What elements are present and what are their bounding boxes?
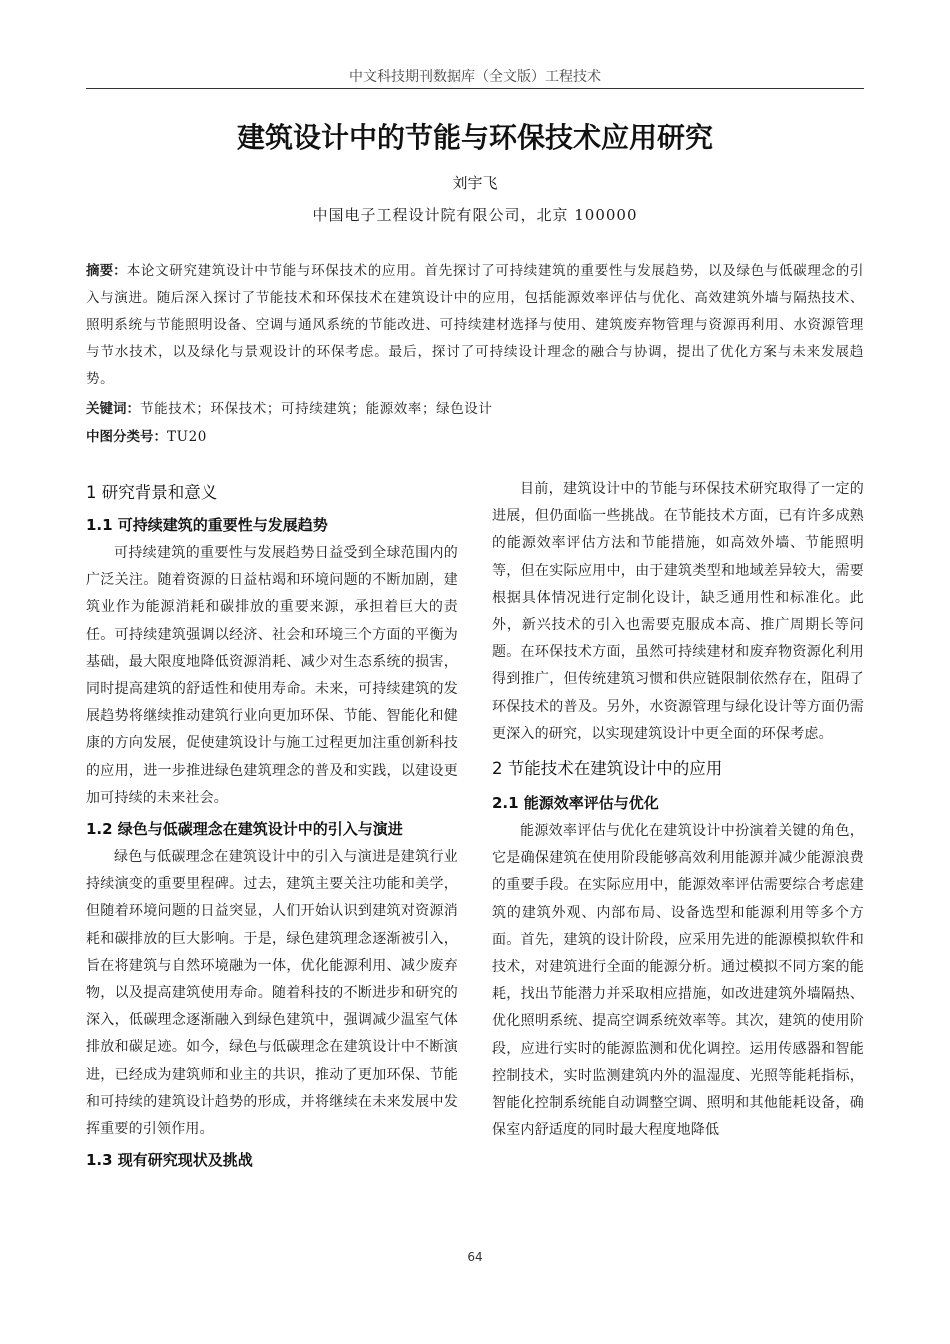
page-number: 64: [467, 1250, 483, 1264]
classification-text: TU20: [167, 429, 207, 445]
section-1-3-text: 目前，建筑设计中的节能与环保技术研究取得了一定的进展，但仍面临一些挑战。在节能技术方面，已有许多成熟的能源效率评估方法和节能措施，如高效外墙、节能照明等，但在实际应用中，由于建筑类型和地域差异较大，需要根据具体情况进行定制化设计，缺乏通用性和标准化。此外，新兴技术的引入也需要克服成本高、推广周期长等问题。在环保技术方面，虽然可持续建材和废弃物资源化利用得到推广，但传统建筑习惯和供应链限制依然存在，阻碍了环保技术的普及。另外，水资源管理与绿化设计等方面仍需更深入的研究，以实现建筑设计中更全面的环保考虑。: [492, 481, 864, 742]
author-name: 刘宇飞: [452, 174, 498, 192]
classification-label: 中图分类号：: [86, 429, 167, 445]
section-1-heading: 1 研究背景和意义: [86, 483, 218, 502]
abstract-text: 本论文研究建筑设计中节能与环保技术的应用。首先探讨了可持续建筑的重要性与发展趋势，以及绿色与低碳理念的引入与演进。随后深入探讨了节能技术和环保技术在建筑设计中的应用，包括能源效率评估与优化、高效建筑外墙与隔热技术、照明系统与节能照明设备、空调与通风系统的节能改进、可持续建材选择与使用、建筑废弃物管理与资源再利用、水资源管理与节水技术，以及绿化与景观设计的环保考虑。最后，探讨了可持续设计理念的融合与协调，提出了优化方案与未来发展趋势。: [86, 263, 865, 387]
keywords-text: 节能技术；环保技术；可持续建筑；能源效率；绿色设计: [140, 401, 493, 417]
journal-header: 中文科技期刊数据库（全文版）工程技术: [349, 69, 601, 85]
abstract: [86, 258, 864, 393]
section-1-1-heading: 1.1 可持续建筑的重要性与发展趋势: [86, 516, 328, 534]
section-1-2-heading: 1.2 绿色与低碳理念在建筑设计中的引入与演进: [86, 820, 403, 839]
header-divider: [86, 88, 864, 89]
keywords-line: [86, 397, 864, 417]
author-affiliation: 中国电子工程设计院有限公司，北京 100000: [312, 206, 638, 224]
article-title: 建筑设计中的节能与环保技术应用研究: [236, 121, 713, 154]
right-column: [492, 476, 864, 1144]
classification-line: [86, 425, 864, 445]
section-1-3-heading: 1.3 现有研究现状及挑战: [86, 1151, 253, 1170]
left-column: [86, 478, 458, 1175]
section-2-heading: 2 节能技术在建筑设计中的应用: [492, 759, 723, 779]
abstract-label: 摘要：: [86, 263, 127, 279]
section-1-2-text: 绿色与低碳理念在建筑设计中的引入与演进是建筑行业持续演变的重要里程碑。过去，建筑主要关注功能和美学，但随着环境问题的日益突显，人们开始认识到建筑对资源消耗和碳排放的巨大影响。于是，绿色建筑理念逐渐被引入，旨在将建筑与自然环境融为一体，优化能源利用、减少废弃物，以及提高建筑使用寿命。随着科技的不断进步和研究的深入，低碳理念逐渐融入到绿色建筑中，强调减少温室气体排放和碳足迹。如今，绿色与低碳理念在建筑设计中不断演进，已经成为建筑师和业主的共识，推动了更加环保、节能和可持续的建筑设计趋势的形成，并将继续在未来发展中发挥重要的引领作用。: [86, 849, 458, 1138]
section-2-1-text: 能源效率评估与优化在建筑设计中扮演着关键的角色，它是确保建筑在使用阶段能够高效利用能源并减少能源浪费的重要手段。在实际应用中，能源效率评估需要综合考虑建筑的建筑外观、内部布局、设备选型和能源利用等多个方面。首先，建筑的设计阶段，应采用先进的能源模拟软件和技术，对建筑进行全面的能源分析。通过模拟不同方案的能耗，找出节能潜力并采取相应措施，如改进建筑外墙隔热、优化照明系统、提高空调系统效率等。其次，建筑的使用阶段，应进行实时的能源监测和优化调控。运用传感器和智能控制技术，实时监测建筑内外的温湿度、光照等能耗指标，智能化控制系统能自动调整空调、照明和其他能耗设备，确保室内舒适度的同时最大程度地降低: [492, 823, 864, 1139]
section-1-1-text: 可持续建筑的重要性与发展趋势日益受到全球范围内的广泛关注。随着资源的日益枯竭和环境问题的不断加剧，建筑业作为能源消耗和碳排放的重要来源，承担着巨大的责任。可持续建筑强调以经济、社会和环境三个方面的平衡为基础，最大限度地降低资源消耗、减少对生态系统的损害，同时提高建筑的舒适性和使用寿命。未来，可持续建筑的发展趋势将继续推动建筑行业向更加环保、节能、智能化和健康的方向发展，促使建筑设计与施工过程更加注重创新科技的应用，进一步推进绿色建筑理念的普及和实践，以建设更加可持续的未来社会。: [86, 545, 458, 806]
section-2-1-heading: 2.1 能源效率评估与优化: [492, 794, 659, 813]
keywords-label: 关键词：: [86, 401, 140, 417]
